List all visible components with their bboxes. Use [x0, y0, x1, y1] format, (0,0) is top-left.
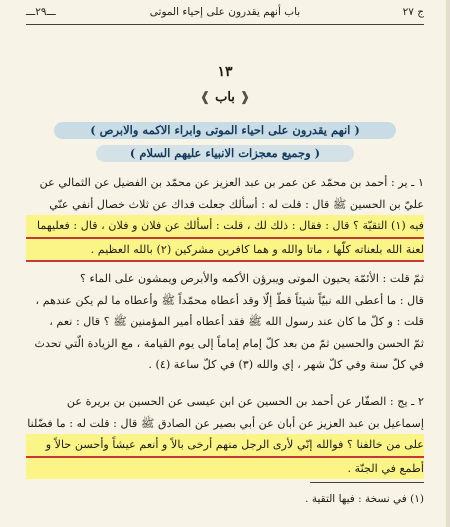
- ornament-right-icon: ❰: [199, 90, 211, 105]
- text-line: قال : ما أعطى الله نبيّاً شيئاً قطّ إلّا وقد أعطاه محمّداً ﷺ وأعطاه ما لم يكن عندهم ،: [35, 293, 424, 307]
- volume-label: ج ٢٧: [402, 6, 424, 18]
- text-line: عليّ بن الحسين ﷺ قال : قلت له : أسألك جعلت فداك عن ثلاث خصال أنفي عنّي: [49, 197, 424, 211]
- paragraph-2: [26, 268, 424, 376]
- chapter-title-line-1: ( انهم يقدرون على احياء الموتى وابراء الاكمه والابرص ): [54, 122, 396, 139]
- text-line: ثمّ قلت : الأئمّة يحيون الموتى ويبرؤن الأكمه والأبرص ويمشون على الماء ؟: [80, 272, 424, 285]
- bab-label: باب: [215, 90, 235, 105]
- paragraph-3: [26, 391, 424, 479]
- text-line: إسماعيل بن عبد العزيز عن أبان عن أبي بصير عن الصادق ﷺ قال : قلت له : ما فضّلنا: [27, 416, 424, 430]
- page-number: ـــ٢٩ـــ: [26, 6, 56, 18]
- header-rule: [26, 24, 424, 25]
- highlighted-line: فيه (١) التقيّة ؟ قال : فقال : ذلك لك ، قلت : أسألك عن فلان و فلان ، قال : فعليهما: [26, 215, 424, 239]
- ornament-left-icon: ❱: [239, 90, 251, 105]
- text-line: ثمّ الحسن والحسين ثمّ من بعد كلّ إمام إماماً إلى يوم القيامة ، مع الزيادة الّتي تحدث: [34, 336, 424, 350]
- footnote: (١) في نسخة : فيها التقية .: [305, 493, 424, 505]
- bab-heading: [190, 88, 260, 108]
- chapter-title-line-2: ( وجميع معجزات الانبياء عليهم السلام ): [96, 145, 354, 162]
- highlighted-line: لعنة الله بلعناته كلّها ، ماتا والله و هما كافرين مشركين (٢) بالله العظيم .: [26, 239, 424, 263]
- text-line: ٢ ـ يج : الصفّار عن أحمد بن الحسين عن ابن عيسى عن الحسين بن بريرة عن: [66, 395, 424, 408]
- highlighted-line: أطمع في الجنّة .: [26, 458, 424, 480]
- running-header: [26, 6, 424, 24]
- text-line: قلت : و كلّ ما كان عند رسول الله ﷺ فقد أعطاه أمير المؤمنين ﷺ ؟ قال : نعم ،: [49, 315, 424, 328]
- text-line: ١ ـ ير : أحمد بن محمّد عن عمر بن عبد العزيز عن محمّد بن الفضيل عن الثمالي عن: [39, 176, 424, 189]
- page-edge: [446, 0, 450, 527]
- running-title: باب أنهم يقدرون على إحياء الموتى: [149, 6, 301, 18]
- footnote-rule: [310, 482, 424, 483]
- highlighted-line: على من خالفنا ؟ فوالله إنّي لأرى الرجل منهم أرخى بالاً و أنعم عيشاً وأحسن حالاً و: [26, 434, 424, 458]
- chapter-number: ١٣: [217, 64, 233, 80]
- paragraph-1: [26, 172, 424, 262]
- text-line: في كلّ سنة وفي كلّ شهر ، إي والله (٣) في كلّ ساعة (٤) .: [148, 358, 424, 371]
